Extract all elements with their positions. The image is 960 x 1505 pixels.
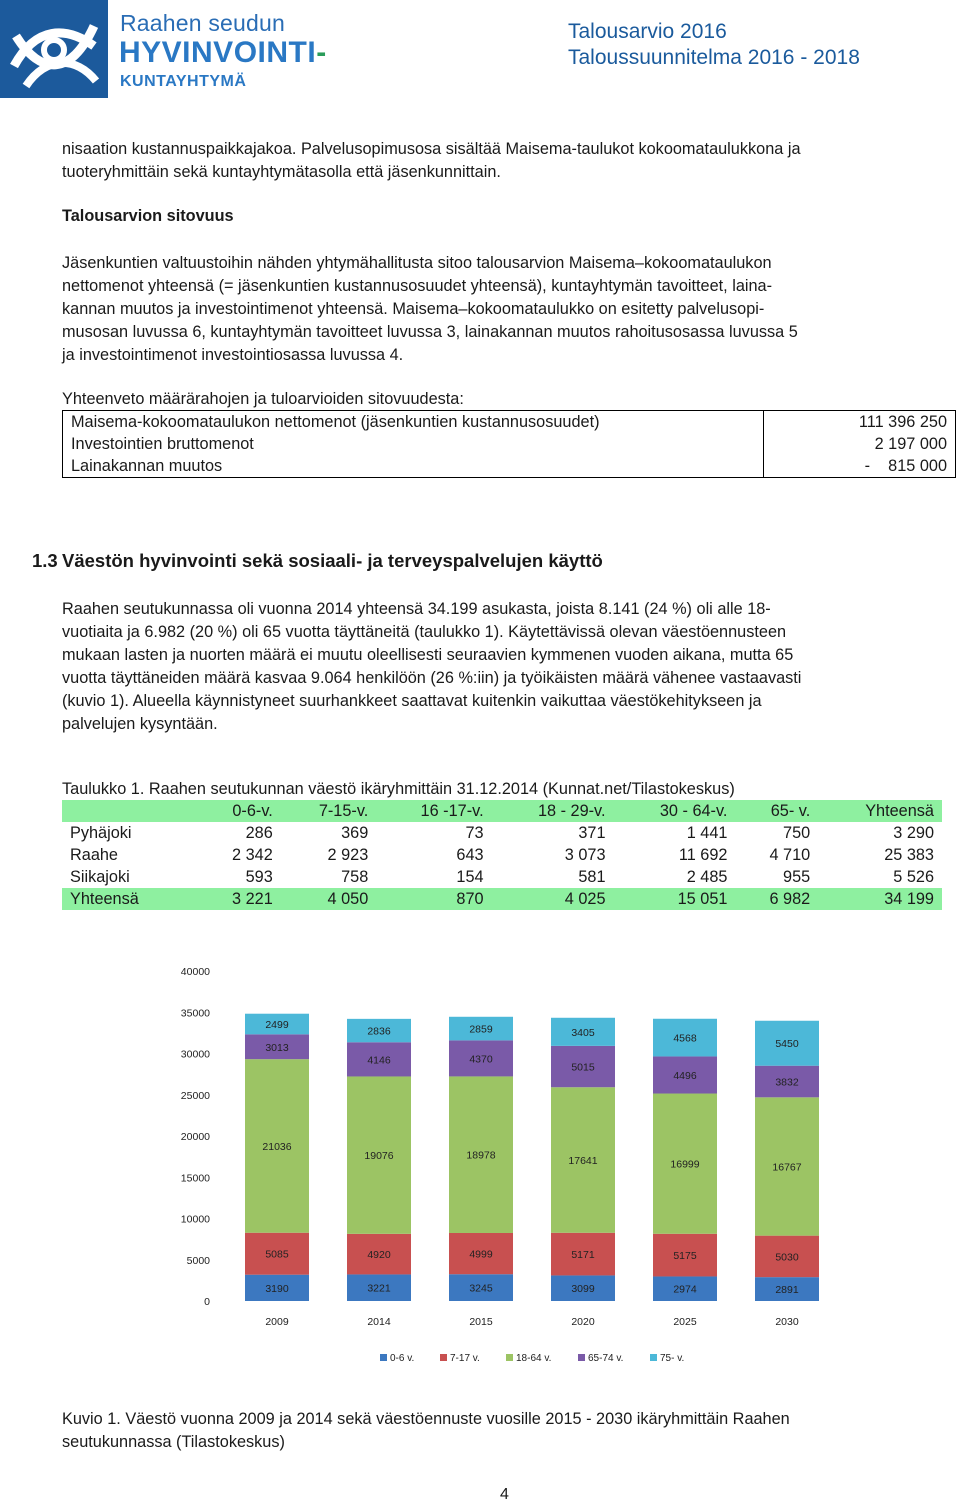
table-row	[62, 822, 942, 844]
plan-title: Taloussuunnitelma 2016 - 2018	[568, 46, 860, 69]
cell: 25 383	[884, 846, 934, 864]
summary-row	[63, 433, 956, 455]
data-label: 18978	[466, 1149, 496, 1162]
legend-swatch	[440, 1354, 447, 1361]
population-chart	[170, 955, 830, 1375]
data-label: 5030	[775, 1251, 799, 1264]
summary-label: Maisema-kokoomataulukon nettomenot (jäsenkuntien kustannusosuudet)	[63, 411, 764, 434]
population-table	[62, 800, 942, 910]
cell: 643	[456, 846, 484, 864]
y-tick-label: 10000	[180, 1213, 210, 1226]
cell: 15 051	[614, 888, 736, 910]
header-cell: 30 - 64-v.	[614, 800, 736, 822]
cell: 154	[456, 868, 484, 886]
section-line: mukaan lasten ja nuorten määrä ei muutu oleellisesti seuraavien kymmenen vuoden aikana, mutta 65	[62, 646, 794, 664]
table-row	[62, 844, 942, 866]
legend-label: 0-6 v.	[390, 1353, 415, 1364]
legend-label: 18-64 v.	[516, 1353, 552, 1364]
data-label: 16767	[772, 1161, 802, 1174]
row-label: Siikajoki	[70, 868, 130, 886]
header-cell: 18 - 29-v.	[492, 800, 614, 822]
cell: 955	[783, 868, 811, 886]
data-label: 3245	[469, 1282, 493, 1295]
y-tick-label: 40000	[180, 966, 210, 978]
data-label: 16999	[670, 1158, 700, 1171]
data-label: 5171	[571, 1249, 595, 1262]
data-label: 5015	[571, 1061, 595, 1074]
cell: 1 441	[686, 824, 728, 842]
header-cell: 7-15-v.	[281, 800, 377, 822]
data-label: 3099	[571, 1283, 595, 1296]
data-label: 5175	[673, 1250, 697, 1263]
cell: 3 290	[893, 824, 934, 842]
summary-title: Yhteenveto määrärahojen ja tuloarvioiden sitovuudesta:	[62, 390, 464, 408]
cell: 2 485	[686, 868, 728, 886]
cell: 371	[578, 824, 606, 842]
section-line: palvelujen kysyntään.	[62, 715, 218, 733]
summary-value: - 815 000	[764, 455, 956, 478]
cell: 581	[578, 868, 606, 886]
legend-label: 75- v.	[660, 1353, 685, 1364]
cell: 34 199	[818, 888, 942, 910]
legend-swatch	[578, 1354, 585, 1361]
legend-swatch	[506, 1354, 513, 1361]
y-tick-label: 20000	[180, 1131, 210, 1143]
data-label: 2891	[775, 1284, 799, 1297]
table-total-row	[62, 888, 942, 910]
brand-dash: -	[316, 36, 327, 69]
x-tick-label: 2025	[673, 1316, 697, 1328]
cell: 3 073	[564, 846, 606, 864]
data-label: 4999	[469, 1248, 493, 1261]
section-number: 1.3	[32, 550, 58, 571]
header-cell: Yhteensä	[818, 800, 942, 822]
data-label: 2974	[673, 1283, 697, 1296]
x-tick-label: 2030	[775, 1316, 799, 1328]
legend-label: 65-74 v.	[588, 1353, 624, 1364]
caption-line: Kuvio 1. Väestö vuonna 2009 ja 2014 sekä väestöennuste vuosille 2015 - 2030 ikäryhmittäin Raahen	[62, 1410, 790, 1428]
header-cell: 16 -17-v.	[376, 800, 491, 822]
brand-line2: HYVINVOINTI-	[119, 36, 327, 69]
binding-line: musosan luvussa 6, kuntayhtymän tavoitteet luvussa 3, lainakannan muutos rahoitusosassa luvussa 5	[62, 323, 798, 341]
y-tick-label: 25000	[180, 1089, 210, 1102]
cell: 870	[376, 888, 491, 910]
summary-value: 111 396 250	[764, 411, 956, 434]
table-row	[62, 866, 942, 888]
cell: 4 025	[492, 888, 614, 910]
data-label: 4146	[367, 1054, 391, 1067]
page-header	[0, 0, 960, 100]
brand-line3: KUNTAYHTYMÄ	[120, 73, 247, 90]
data-label: 3221	[367, 1282, 391, 1295]
cell: 750	[783, 824, 811, 842]
binding-line: ja investointimenot investointiosassa luvussa 4.	[62, 346, 404, 364]
data-label: 2836	[367, 1025, 391, 1038]
page-number: 4	[500, 1486, 509, 1503]
cell: 3 221	[198, 888, 281, 910]
data-label: 5450	[775, 1038, 799, 1051]
header-cell: 65- v.	[735, 800, 818, 822]
data-label: 5085	[265, 1248, 289, 1261]
cell: 5 526	[893, 868, 934, 886]
binding-paragraph	[62, 252, 958, 367]
data-label: 19076	[364, 1150, 394, 1163]
cell: 4 710	[769, 846, 811, 864]
data-label: 21036	[262, 1140, 292, 1153]
data-label: 17641	[568, 1155, 598, 1168]
row-label: Yhteensä	[62, 888, 198, 910]
cell: 286	[245, 824, 273, 842]
data-label: 4568	[673, 1032, 697, 1045]
x-tick-label: 2014	[367, 1316, 391, 1328]
y-tick-label: 35000	[180, 1007, 210, 1020]
x-tick-label: 2020	[571, 1316, 595, 1328]
binding-line: kannan muutos ja investointimenot yhteensä. Maisema–kokoomataulukko on esitetty palvelusopi-	[62, 300, 765, 318]
caption-line: seutukunnassa (Tilastokeskus)	[62, 1433, 285, 1451]
data-label: 2859	[469, 1023, 493, 1036]
budget-title: Talousarvio 2016	[568, 20, 727, 43]
summary-value: 2 197 000	[764, 433, 956, 455]
cell: 11 692	[678, 846, 728, 864]
cell: 73	[465, 824, 484, 842]
cell: 758	[341, 868, 369, 886]
legend-label: 7-17 v.	[450, 1353, 480, 1364]
cell: 2 923	[327, 846, 369, 864]
legend-swatch	[650, 1354, 657, 1361]
data-label: 4370	[469, 1053, 493, 1066]
data-label: 2499	[265, 1019, 289, 1032]
summary-table	[62, 410, 956, 478]
summary-label: Lainakannan muutos	[63, 455, 764, 478]
summary-row	[63, 411, 956, 434]
cell: 6 982	[735, 888, 818, 910]
cell: 593	[245, 868, 273, 886]
section-title: Väestön hyvinvointi sekä sosiaali- ja terveyspalvelujen käyttö	[62, 550, 603, 571]
data-label: 3190	[265, 1282, 289, 1295]
figure-caption	[62, 1408, 958, 1454]
x-tick-label: 2015	[469, 1316, 493, 1328]
summary-row	[63, 455, 956, 478]
section-line: Raahen seutukunnassa oli vuonna 2014 yhteensä 34.199 asukasta, joista 8.141 (24 %) oli alle 18-	[62, 600, 771, 618]
section-paragraph	[62, 598, 958, 736]
intro-line: tuoteryhmittäin sekä kuntayhtymätasolla että jäsenkunnittain.	[62, 163, 501, 181]
header-cell	[62, 800, 198, 822]
data-label: 3832	[775, 1076, 799, 1089]
row-label: Raahe	[70, 846, 118, 864]
cell: 4 050	[281, 888, 377, 910]
row-label: Pyhäjoki	[70, 824, 132, 842]
data-label: 4496	[673, 1069, 697, 1082]
cell: 2 342	[232, 846, 273, 864]
header-cell: 0-6-v.	[198, 800, 281, 822]
intro-paragraph	[62, 138, 958, 184]
binding-heading: Talousarvion sitovuus	[62, 207, 234, 225]
binding-line: nettomenot yhteensä (= jäsenkuntien kustannusosuudet yhteensä), kuntayhtymän tavoitteet, laina-	[62, 277, 773, 295]
y-tick-label: 5000	[186, 1254, 210, 1267]
table1-title: Taulukko 1. Raahen seutukunnan väestö ikäryhmittäin 31.12.2014 (Kunnat.net/Tilastokeskus)	[62, 780, 735, 798]
data-label: 4920	[367, 1249, 391, 1262]
section-line: (kuvio 1). Alueella käynnistyneet suurhankkeet saattavat kuitenkin vaikuttaa väestökehitykseen ja	[62, 692, 762, 710]
data-label: 3013	[265, 1041, 289, 1054]
section-line: vuotiaita ja 6.982 (20 %) oli 65 vuotta täyttäneitä (taulukko 1). Käytettävissä olevan väestöennusteen	[62, 623, 787, 641]
x-tick-label: 2009	[265, 1316, 289, 1328]
y-tick-label: 0	[204, 1296, 210, 1308]
table-header-row	[62, 800, 942, 822]
cell: 369	[341, 824, 369, 842]
logo	[0, 0, 108, 98]
brand-line1: Raahen seudun	[120, 10, 286, 36]
knot-logo-icon	[6, 6, 102, 92]
y-tick-label: 15000	[180, 1172, 210, 1185]
binding-line: Jäsenkuntien valtuustoihin nähden yhtymähallitusta sitoo talousarvion Maisema–kokoomataulukon	[62, 254, 772, 272]
summary-label: Investointien bruttomenot	[63, 433, 764, 455]
intro-line: nisaation kustannuspaikkajakoa. Palvelusopimusosa sisältää Maisema-taulukot kokoomataulukkona ja	[62, 140, 801, 158]
section-line: vuotta täyttäneiden määrä kasvaa 9.064 henkilöön (26 %:iin) ja työikäisten määrä vähenee vastaavasti	[62, 669, 802, 687]
y-tick-label: 30000	[180, 1048, 210, 1061]
data-label: 3405	[571, 1026, 595, 1039]
legend-swatch	[380, 1354, 387, 1361]
